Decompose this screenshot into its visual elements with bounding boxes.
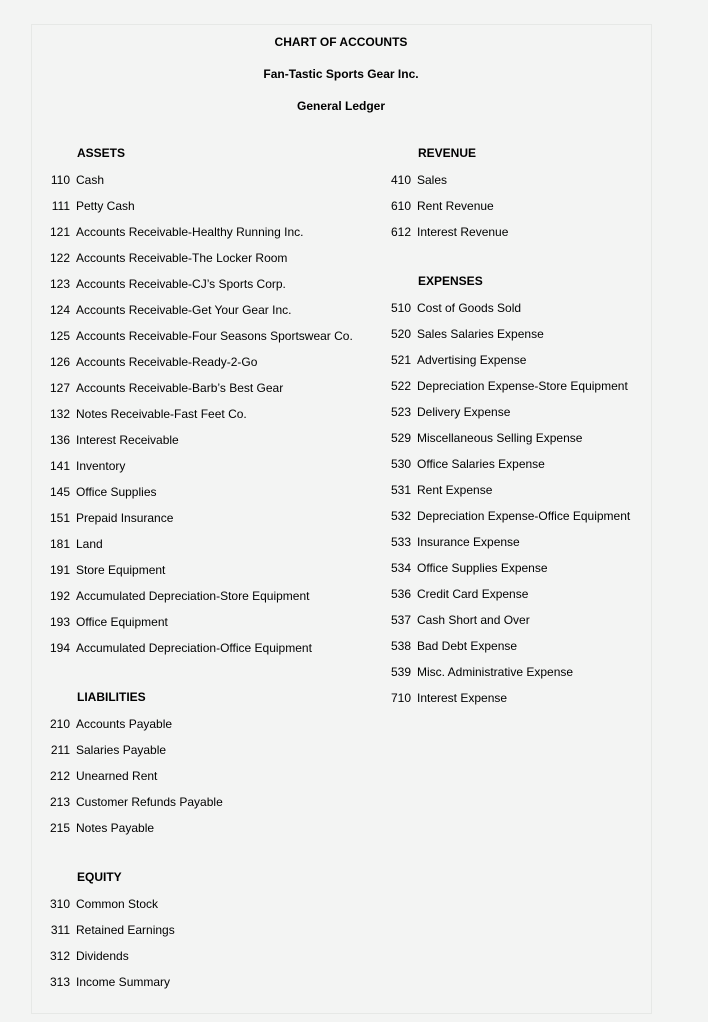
account-number: 141 [50,459,71,473]
account-name: Accounts Receivable-CJ’s Sports Corp. [76,277,286,291]
account-number: 612 [391,225,412,239]
account-name: Accounts Receivable-Barb’s Best Gear [76,381,284,395]
account-number: 126 [50,355,71,369]
account-name: Accounts Receivable-Four Seasons Sportswear Co. [76,329,353,343]
account-number: 610 [391,199,412,213]
account-name: Depreciation Expense-Store Equipment [417,379,628,393]
account-name: Notes Payable [76,821,155,835]
page-title: CHART OF ACCOUNTS [274,35,408,49]
account-name: Retained Earnings [76,923,175,937]
company-name: Fan-Tastic Sports Gear Inc. [263,67,419,81]
account-number: 136 [50,433,71,447]
account-number: 537 [391,613,412,627]
account-number: 311 [50,923,70,937]
account-name: Accounts Receivable-The Locker Room [76,251,288,265]
section-title-expenses: EXPENSES [418,274,483,288]
account-name: Interest Revenue [417,225,509,239]
account-name: Accounts Receivable-Get Your Gear Inc. [76,303,292,317]
account-name: Miscellaneous Selling Expense [417,431,583,445]
account-number: 522 [391,379,412,393]
account-name: Income Summary [76,975,171,989]
account-name: Office Supplies Expense [417,561,548,575]
account-number: 127 [50,381,71,395]
account-number: 212 [50,769,71,783]
account-name: Land [76,537,103,551]
account-number: 313 [50,975,71,989]
account-name: Cash [76,173,105,187]
account-number: 533 [391,535,412,549]
account-name: Advertising Expense [417,353,527,367]
account-name: Customer Refunds Payable [76,795,223,809]
account-name: Prepaid Insurance [76,511,174,525]
section-title-liabilities: LIABILITIES [77,690,146,704]
account-number: 192 [50,589,71,603]
account-name: Accumulated Depreciation-Store Equipment [76,589,310,603]
ledger-name: General Ledger [296,99,386,113]
account-number: 122 [50,251,71,265]
account-name: Accounts Receivable-Healthy Running Inc. [76,225,304,239]
account-name: Cash Short and Over [417,613,530,627]
account-number: 215 [50,821,71,835]
account-number: 125 [50,329,71,343]
account-number: 534 [391,561,412,575]
account-number: 410 [391,173,412,187]
account-name: Inventory [76,459,126,473]
account-name: Rent Expense [417,483,493,497]
account-number: 510 [391,301,412,315]
account-number: 529 [391,431,412,445]
account-name: Accounts Payable [76,717,173,731]
account-number: 532 [391,509,412,523]
account-number: 520 [391,327,412,341]
account-number: 194 [50,641,71,655]
account-number: 181 [50,537,71,551]
account-name: Interest Receivable [76,433,179,447]
account-number: 539 [391,665,412,679]
account-name: Cost of Goods Sold [417,301,522,315]
account-number: 123 [50,277,71,291]
account-name: Bad Debt Expense [417,639,518,653]
account-number: 210 [50,717,71,731]
account-name: Dividends [76,949,129,963]
account-number: 523 [391,405,412,419]
account-name: Office Supplies [76,485,157,499]
account-number: 151 [50,511,71,525]
account-name: Interest Expense [417,691,508,705]
account-number: 111 [51,199,70,213]
account-number: 121 [50,225,71,239]
account-name: Petty Cash [76,199,135,213]
account-number: 145 [50,485,71,499]
account-number: 211 [50,743,70,757]
account-name: Depreciation Expense-Office Equipment [417,509,631,523]
account-name: Office Equipment [76,615,168,629]
account-name: Common Stock [76,897,159,911]
account-name: Notes Receivable-Fast Feet Co. [76,407,247,421]
account-number: 531 [391,483,412,497]
account-name: Office Salaries Expense [417,457,545,471]
account-name: Sales [417,173,448,187]
section-title-equity: EQUITY [77,870,122,884]
account-number: 110 [50,173,70,187]
account-number: 132 [50,407,71,421]
account-name: Delivery Expense [417,405,511,419]
account-name: Insurance Expense [417,535,520,549]
account-name: Credit Card Expense [417,587,529,601]
account-name: Accumulated Depreciation-Office Equipment [76,641,312,655]
account-number: 536 [391,587,412,601]
account-name: Sales Salaries Expense [417,327,544,341]
account-number: 312 [50,949,71,963]
section-title-revenue: REVENUE [418,146,477,160]
account-name: Accounts Receivable-Ready-2-Go [76,355,258,369]
account-number: 710 [391,691,412,705]
account-number: 191 [50,563,71,577]
account-number: 193 [50,615,71,629]
section-title-assets: ASSETS [77,146,126,160]
account-number: 213 [50,795,71,809]
account-number: 521 [391,353,412,367]
account-number: 310 [50,897,71,911]
account-name: Rent Revenue [417,199,494,213]
account-name: Unearned Rent [76,769,158,783]
account-name: Misc. Administrative Expense [417,665,574,679]
account-name: Store Equipment [76,563,166,577]
account-name: Salaries Payable [76,743,167,757]
account-number: 538 [391,639,412,653]
account-number: 124 [50,303,71,317]
account-number: 530 [391,457,412,471]
